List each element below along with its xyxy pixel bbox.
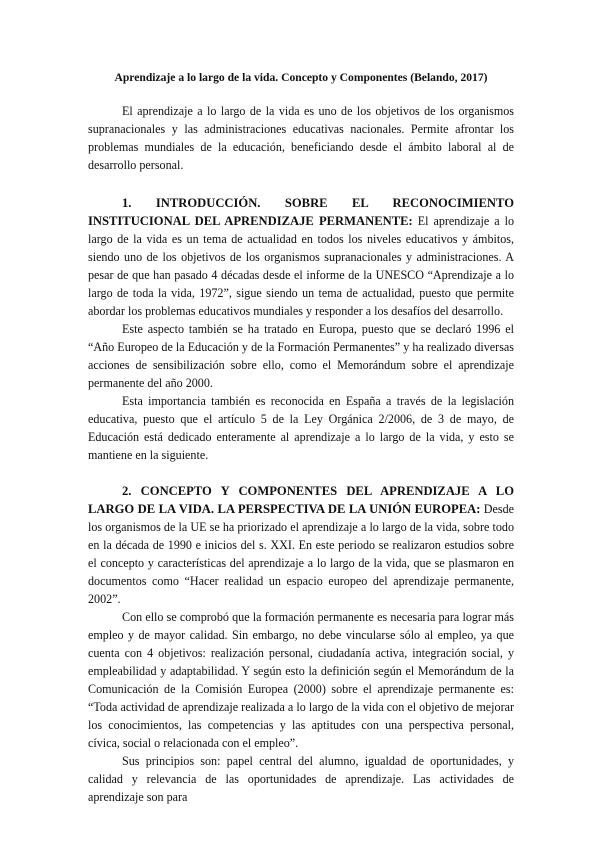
intro-paragraph: El aprendizaje a lo largo de la vida es uno de los objetivos de los organismos supranacionales y las administraciones educativas nacionales. Permite afrontar los problemas mundiales de la educación, beneficiando desde el ámbito laboral al de desarrollo personal. [88,104,514,172]
section-2-heading: 2. CONCEPTO Y COMPONENTES DEL APRENDIZAJE A LO LARGO DE LA VIDA. LA PERSPECTIVA DE LA UNIÓN EUROPEA: [88,484,514,516]
document-title: Aprendizaje a lo largo de la vida. Concepto y Componentes (Belando, 2017) [114,71,488,84]
section-1-paragraph-1 [88,194,514,320]
section-1-heading: 1. INTRODUCCIÓN. SOBRE EL RECONOCIMIENTO INSTITUCIONAL DEL APRENDIZAJE PERMANENTE: [88,196,514,228]
section-2-paragraph-2: Con ello se comprobó que la formación permanente es necesaria para lograr más empleo y de mayor calidad. Sin embargo, no debe vincularse sólo al empleo, ya que cuenta con 4 objetivos: realización personal, ciudadanía activa, integración social, y empleabilidad y adaptabilidad. Y según esto la definición según el Memorándum de la Comunicación de la Comisión Europea (2000) sobre el aprendizaje permanente es: “Toda actividad de aprendizaje realizada a lo largo de la vida con el objetivo de mejorar los conocimientos, las competencias y las aptitudes con una perspectiva personal, cívica, social o relacionada con el empleo”. [88,610,514,750]
section-2-text-1: Desde los organismos de la UE se ha priorizado el aprendizaje a lo largo de la vida, sobre todo en la década de 1990 e inicios del s. XXI. En este periodo se realizaron estudios sobre el concepto y características del aprendizaje a lo largo de la vida, que se plasmaron en documentos como “Hacer realidad un espacio europeo del aprendizaje permanente, 2002”. [88,502,514,606]
section-2-paragraph-1 [88,482,514,608]
section-1-paragraph-2: Este aspecto también se ha tratado en Europa, puesto que se declaró 1996 el “Año Europeo de la Educación y de la Formación Permanentes” y ha realizado diversas acciones de sensibilización sobre ello, como el Memorándum sobre el aprendizaje permanente del año 2000. [88,322,514,390]
section-divider [88,464,514,482]
section-1-paragraph-3: Esta importancia también es reconocida en España a través de la legislación educativa, puesto que el artículo 5 de la Ley Orgánica 2/2006, de 3 de mayo, de Educación está dedicado enteramente al aprendizaje a lo largo de la vida, y esto se mantiene en la siguiente. [88,394,514,462]
section-2-paragraph-3: Sus principios son: papel central del alumno, igualdad de oportunidades, y calidad y relevancia de las oportunidades de aprendizaje. Las actividades de aprendizaje son para [88,754,514,804]
section-1-text-1: El aprendizaje a lo largo de la vida es un tema de actualidad en todos los niveles educativos y ámbitos, siendo uno de los objetivos de los organismos supranacionales y administraciones. A pesar de que han pasado 4 décadas desde el informe de la UNESCO “Aprendizaje a lo largo de toda la vida, 1972”, sigue siendo un tema de actualidad, puesto que permite abordar los problemas educativos mundiales y responder a los desafíos del desarrollo. [88,214,514,318]
